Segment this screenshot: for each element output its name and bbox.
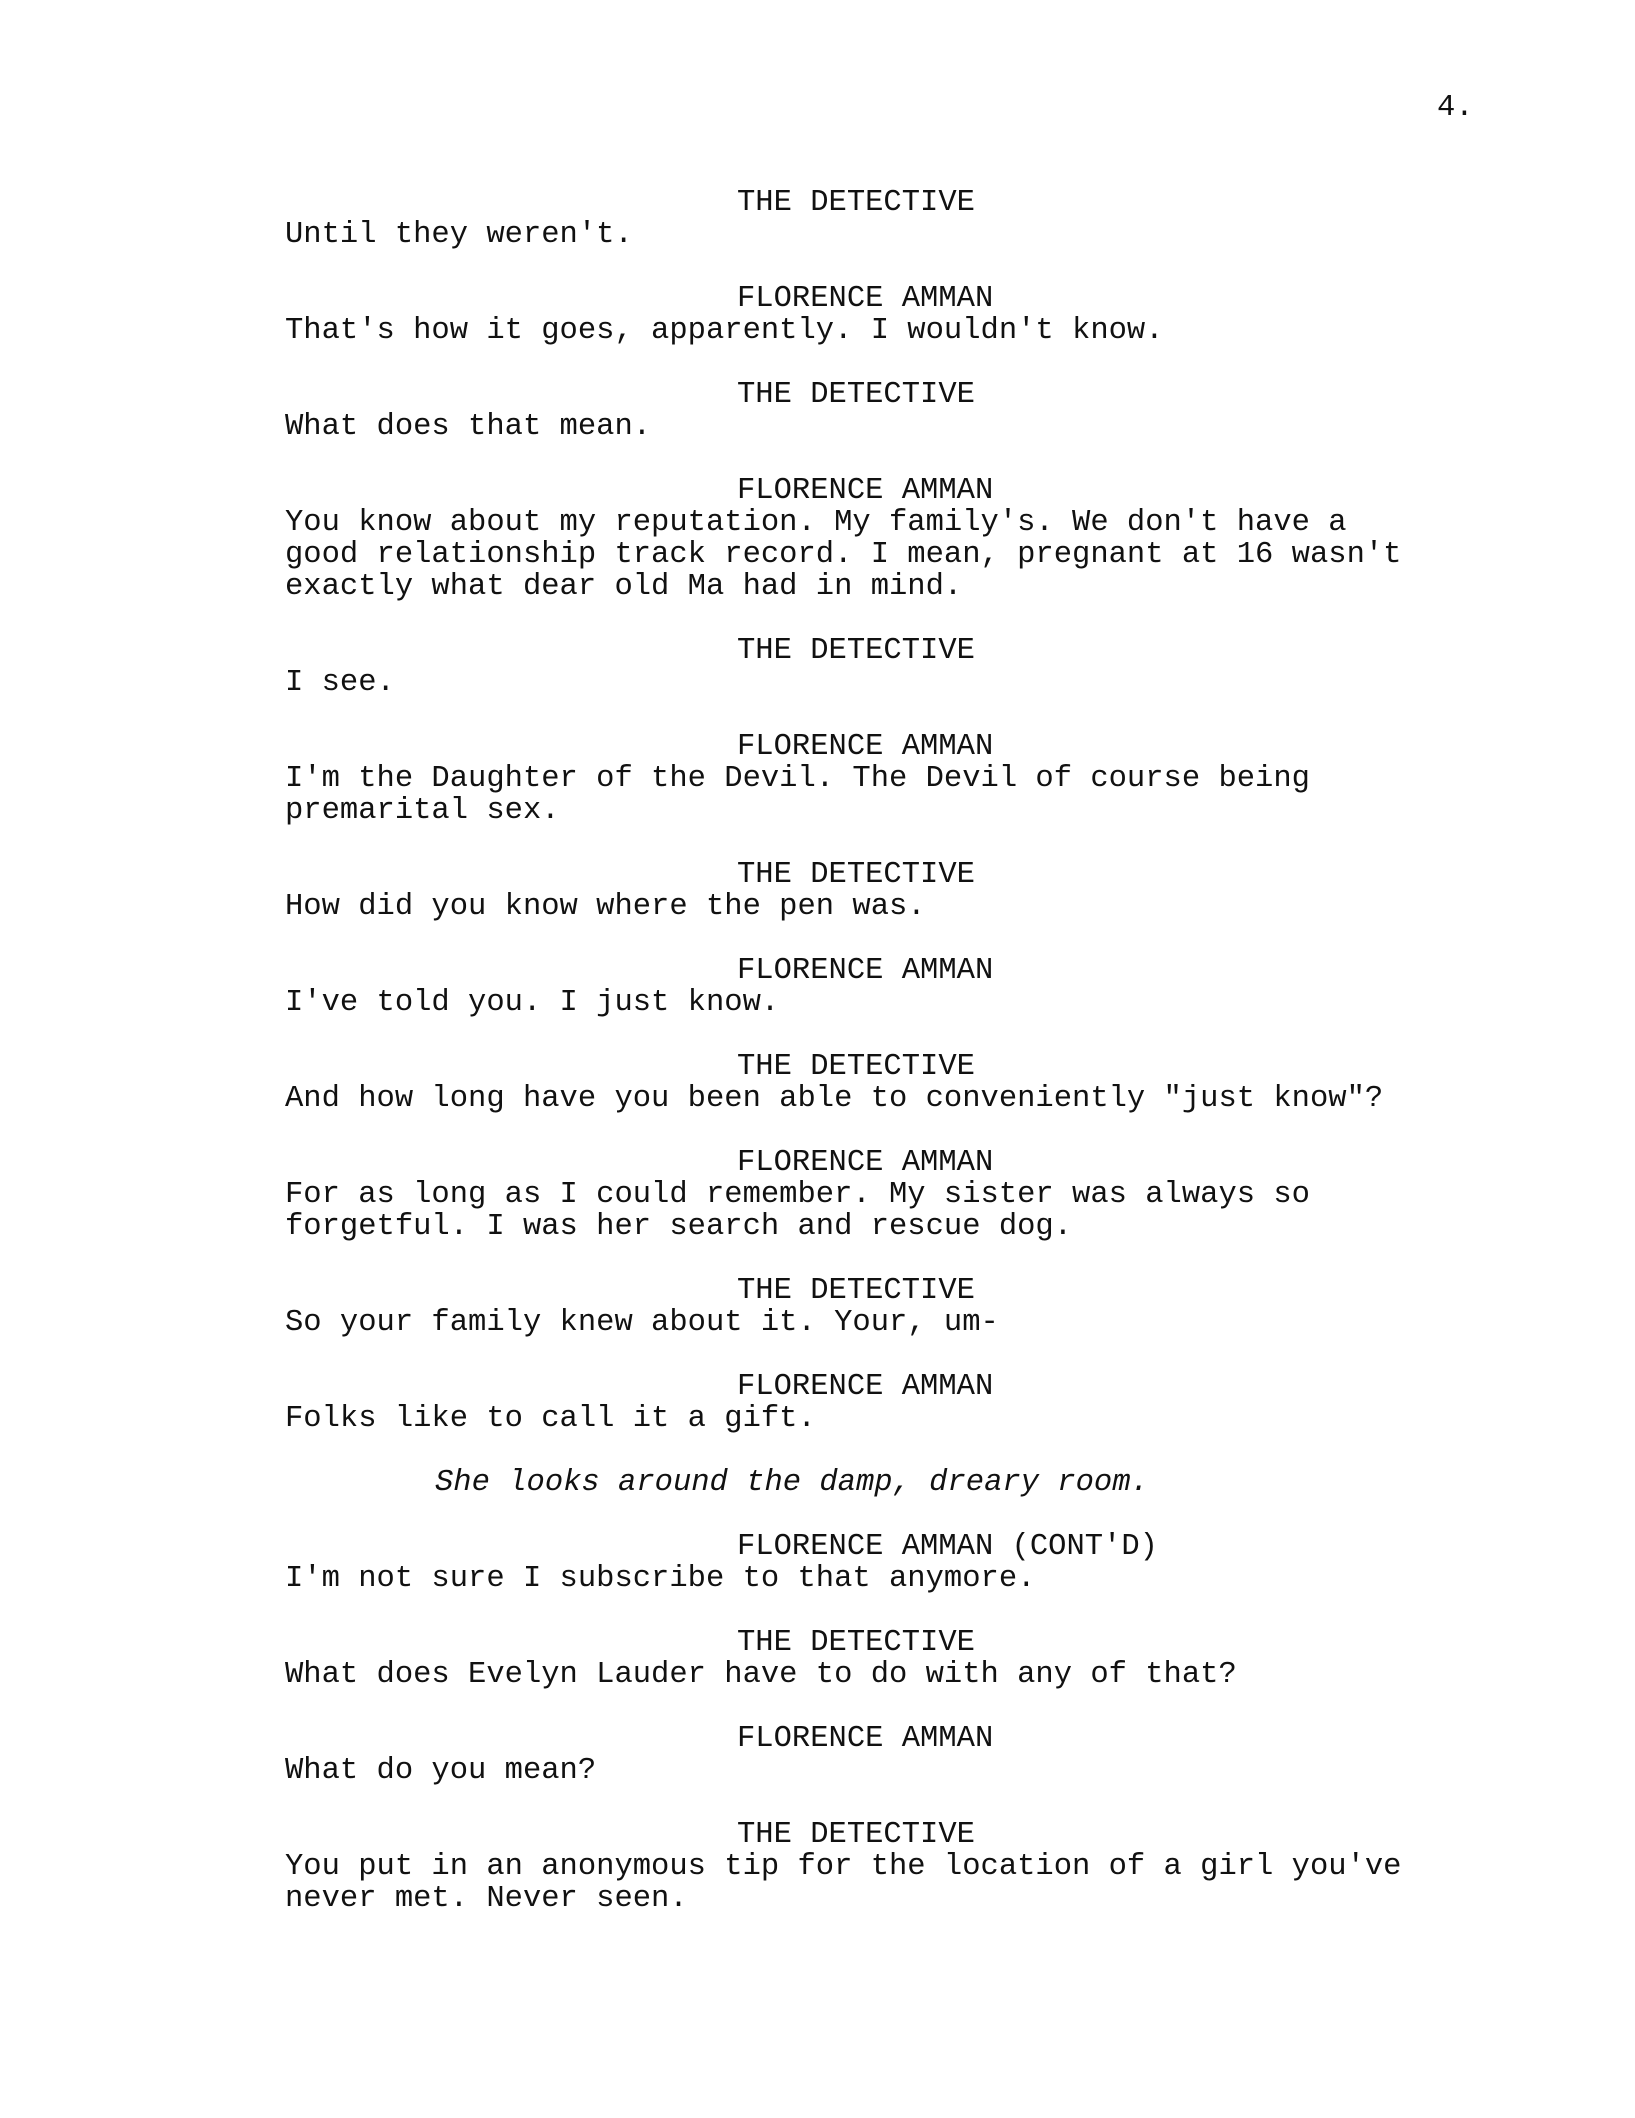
character-name: FLORENCE AMMAN bbox=[737, 730, 994, 764]
dialogue-text: How did you know where the pen was. bbox=[285, 890, 926, 924]
character-name: FLORENCE AMMAN bbox=[737, 954, 994, 988]
dialogue-block bbox=[285, 635, 1485, 699]
dialogue-block bbox=[285, 955, 1485, 1019]
dialogue-block bbox=[285, 1147, 1485, 1243]
character-name: FLORENCE AMMAN bbox=[737, 474, 994, 508]
dialogue-block bbox=[285, 1819, 1485, 1915]
character-name: THE DETECTIVE bbox=[737, 1626, 975, 1660]
dialogue-text: I'm the Daughter of the Devil. The Devil of course being premarital sex. bbox=[285, 762, 1310, 828]
dialogue-text: What does Evelyn Lauder have to do with any of that? bbox=[285, 1658, 1237, 1692]
dialogue-text: For as long as I could remember. My sister was always so forgetful. I was her search and rescue dog. bbox=[285, 1178, 1310, 1244]
dialogue-block bbox=[285, 187, 1485, 251]
dialogue-text: What do you mean? bbox=[285, 1754, 597, 1788]
character-name: THE DETECTIVE bbox=[737, 634, 975, 668]
dialogue-block bbox=[285, 1627, 1485, 1691]
dialogue-text: Folks like to call it a gift. bbox=[285, 1402, 816, 1436]
character-name: FLORENCE AMMAN bbox=[737, 1722, 994, 1756]
dialogue-text: I'm not sure I subscribe to that anymore. bbox=[285, 1562, 1036, 1596]
character-name: THE DETECTIVE bbox=[737, 1050, 975, 1084]
character-name: FLORENCE AMMAN bbox=[737, 282, 994, 316]
dialogue-block bbox=[285, 1051, 1485, 1115]
character-name: THE DETECTIVE bbox=[737, 1274, 975, 1308]
dialogue-text: That's how it goes, apparently. I wouldn't know. bbox=[285, 314, 1164, 348]
dialogue-block bbox=[285, 475, 1485, 603]
character-name: THE DETECTIVE bbox=[737, 186, 975, 220]
dialogue-block bbox=[285, 859, 1485, 923]
dialogue-text: What does that mean. bbox=[285, 410, 652, 444]
dialogue-block bbox=[285, 1723, 1485, 1787]
character-name: FLORENCE AMMAN (CONT'D) bbox=[737, 1530, 1158, 1564]
dialogue-text: I see. bbox=[285, 666, 395, 700]
page-number: 4. bbox=[1437, 91, 1474, 125]
dialogue-text: You put in an anonymous tip for the location of a girl you've never met. Never seen. bbox=[285, 1850, 1402, 1916]
character-name: THE DETECTIVE bbox=[737, 378, 975, 412]
dialogue-text: You know about my reputation. My family's. We don't have a good relationship track record. I mean, pregnant at 16 wasn't exactly what dear old Ma had in mind. bbox=[285, 506, 1402, 604]
character-name: FLORENCE AMMAN bbox=[737, 1370, 994, 1404]
character-name: FLORENCE AMMAN bbox=[737, 1146, 994, 1180]
script-body bbox=[285, 187, 1485, 1947]
dialogue-block bbox=[285, 283, 1485, 347]
dialogue-block bbox=[285, 1275, 1485, 1339]
dialogue-block bbox=[285, 379, 1485, 443]
dialogue-text: Until they weren't. bbox=[285, 218, 633, 252]
action-line: She looks around the damp, dreary room. bbox=[435, 1466, 1149, 1500]
dialogue-text: And how long have you been able to conveniently "just know"? bbox=[285, 1082, 1384, 1116]
character-name: THE DETECTIVE bbox=[737, 858, 975, 892]
character-name: THE DETECTIVE bbox=[737, 1818, 975, 1852]
dialogue-text: So your family knew about it. Your, um- bbox=[285, 1306, 999, 1340]
dialogue-block bbox=[285, 1371, 1485, 1435]
dialogue-text: I've told you. I just know. bbox=[285, 986, 780, 1020]
dialogue-block bbox=[285, 1531, 1485, 1595]
dialogue-block bbox=[285, 731, 1485, 827]
